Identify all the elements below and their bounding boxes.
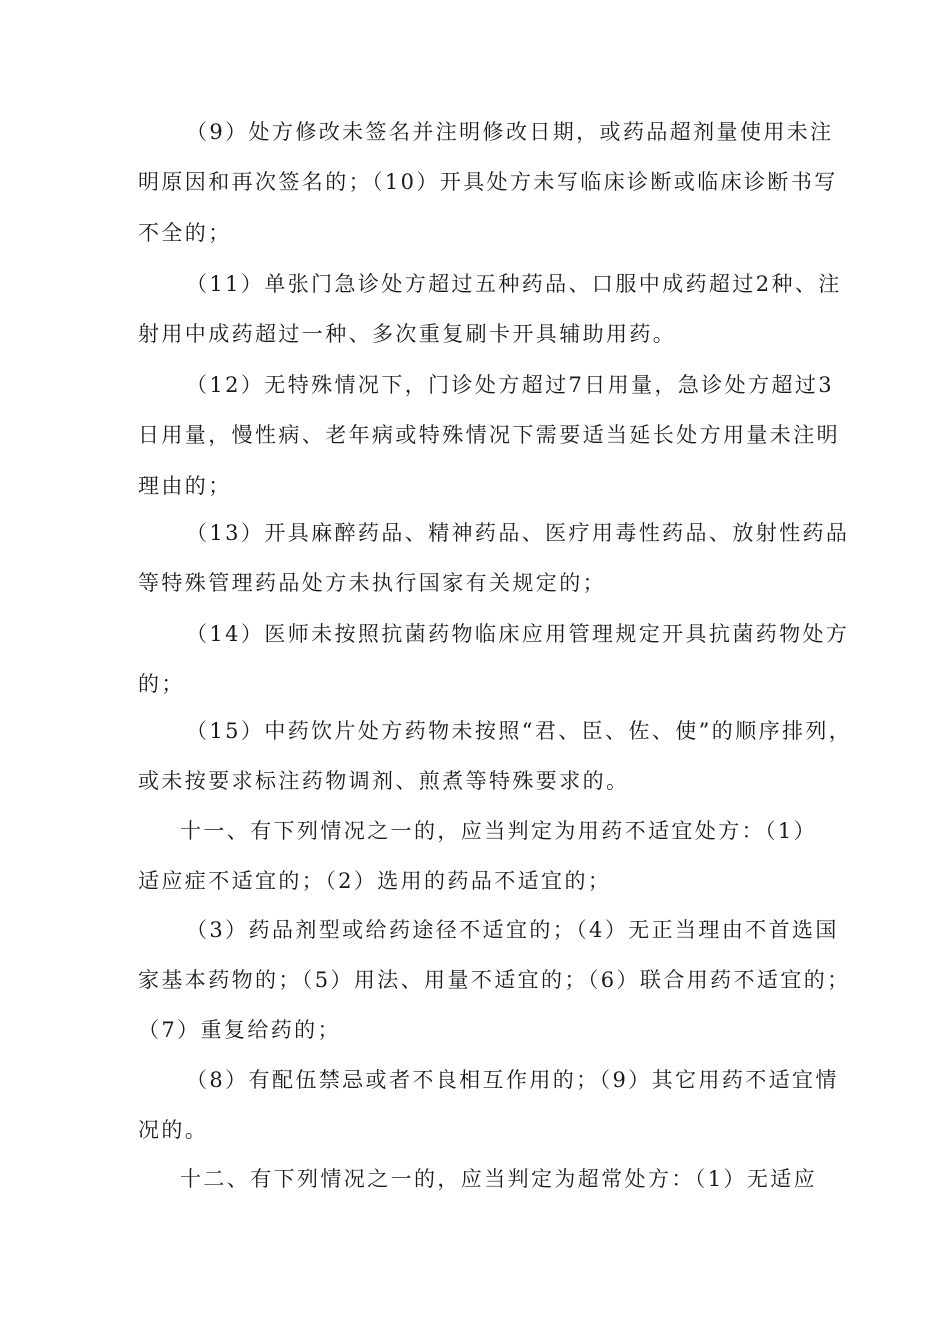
- text-line: 射用中成药超过一种、多次重复刷卡开具辅助用药。: [138, 322, 677, 346]
- text-line: 十一、有下列情况之一的，应当判定为用药不适宜处方：（1）: [180, 819, 818, 843]
- text-line: 不全的；: [138, 221, 232, 245]
- text-line: （11）单张门急诊处方超过五种药品、口服中成药超过2种、注: [186, 272, 842, 296]
- text-line: 的；: [138, 672, 185, 696]
- text-line: （9）处方修改未签名并注明修改日期，或药品超剂量使用未注: [186, 120, 834, 144]
- text-line: 家基本药物的；（5）用法、用量不适宜的；（6）联合用药不适宜的；: [138, 968, 851, 992]
- text-line: 或未按要求标注药物调剂、煎煮等特殊要求的。: [138, 769, 630, 793]
- text-line: 理由的；: [138, 474, 232, 498]
- text-line: （14）医师未按照抗菌药物临床应用管理规定开具抗菌药物处方: [186, 622, 850, 646]
- text-line: （3）药品剂型或给药途径不适宜的；（4）无正当理由不首选国: [186, 918, 839, 942]
- text-line: 适应症不适宜的；（2）选用的药品不适宜的；: [138, 869, 612, 893]
- text-line: （13）开具麻醉药品、精神药品、医疗用毒性药品、放射性药品: [186, 521, 850, 545]
- text-line: （12）无特殊情况下，门诊处方超过7日用量，急诊处方超过3: [186, 373, 835, 397]
- text-line: 十二、有下列情况之一的，应当判定为超常处方：（1）无适应: [180, 1167, 818, 1191]
- text-line: （7）重复给药的；: [138, 1018, 341, 1042]
- text-line: 等特殊管理药品处方未执行国家有关规定的；: [138, 571, 606, 595]
- text-line: （8）有配伍禁忌或者不良相互作用的；（9）其它用药不适宜情: [186, 1068, 839, 1092]
- text-line: 况的。: [138, 1118, 209, 1142]
- text-line: 日用量，慢性病、老年病或特殊情况下需要适当延长处方用量未注明: [138, 423, 840, 447]
- text-line: （15）中药饮片处方药物未按照“君、臣、佐、使”的顺序排列，: [186, 719, 853, 743]
- text-line: 明原因和再次签名的；（10）开具处方未写临床诊断或临床诊断书写: [138, 170, 838, 194]
